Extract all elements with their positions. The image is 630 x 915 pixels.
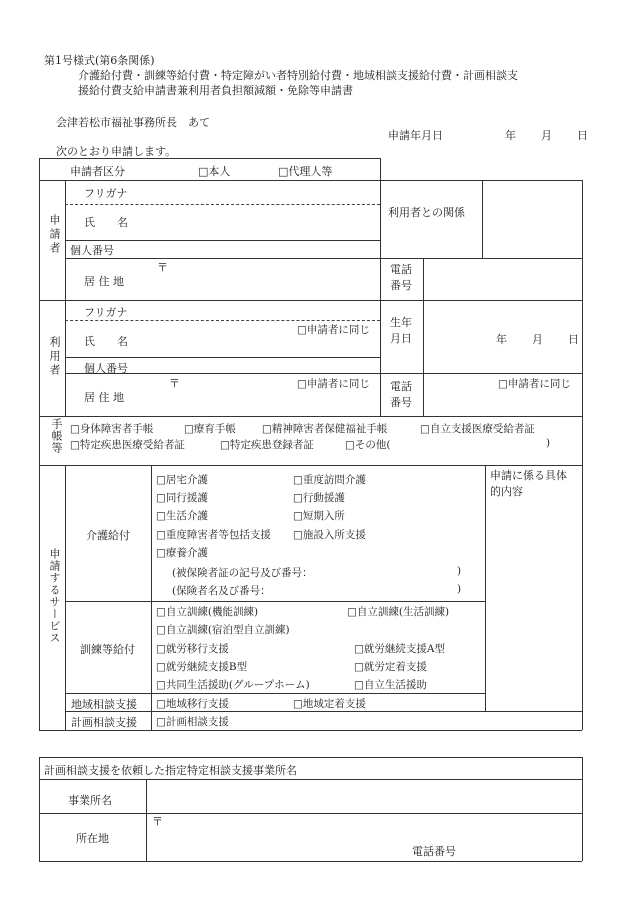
user-birth-label: 生年 月日	[390, 316, 412, 345]
office-phone-label: 電話番号	[412, 845, 456, 858]
care-insured-no-label: (被保険者証の記号及び番号：	[172, 567, 313, 579]
handbook-mental-checkbox[interactable]: □精神障害者保健福祉手帳	[262, 423, 388, 435]
care-behavior-checkbox[interactable]: □行動援護	[293, 492, 345, 504]
training-employment-transition-checkbox[interactable]: □就労移行支援	[156, 643, 229, 655]
handbook-other-checkbox[interactable]: □その他(	[345, 439, 391, 451]
applicant-section-label: 申請者	[48, 214, 61, 256]
care-comprehensive-checkbox[interactable]: □重度障害者等包括支援	[156, 529, 271, 541]
training-group-home-checkbox[interactable]: □共同生活援助(グループホーム)	[156, 679, 310, 691]
addressee: 会津若松市福祉事務所長 あて	[56, 116, 210, 129]
services-concrete-label: 申請に係る具体 的内容	[490, 469, 567, 498]
training-retention-checkbox[interactable]: □就労定着支援	[354, 661, 427, 673]
care-severe-visit-checkbox[interactable]: □重度訪問介護	[293, 474, 366, 486]
applicant-type-self-checkbox[interactable]: □本人	[198, 165, 231, 178]
user-section-label: 利用者	[48, 336, 61, 378]
office-location-label: 所在地	[76, 832, 109, 845]
applicant-name-label: 氏 名	[84, 216, 128, 229]
care-home-checkbox[interactable]: □居宅介護	[156, 474, 208, 486]
care-medical-checkbox[interactable]: □療養介護	[156, 547, 208, 559]
care-insurer-close: )	[457, 583, 462, 595]
care-benefit-label: 介護給付	[86, 529, 130, 542]
user-address-label: 居 住 地	[84, 391, 124, 404]
applicant-postal-mark: 〒	[157, 261, 168, 274]
user-name-label: 氏 名	[84, 335, 128, 348]
handbook-disease-registered-checkbox[interactable]: □特定疾患登録者証	[220, 439, 314, 451]
services-section-label: 申請するサービス	[48, 548, 61, 644]
handbook-medical-checkbox[interactable]: □自立支援医療受給者証	[420, 423, 535, 435]
applicant-furigana-label: フリガナ	[84, 187, 128, 200]
form-title-line2: 援給付費支給申請書兼利用者負担額減額・免除等申請書	[78, 84, 353, 97]
form-number: 第1号様式(第6条関係)	[44, 54, 155, 67]
date-label: 申請年月日	[388, 129, 443, 142]
applicant-type-label: 申請者区分	[70, 165, 125, 178]
applicant-phone-label: 電話 番号	[390, 263, 412, 292]
date-month: 月	[541, 129, 552, 142]
user-phone-label: 電話 番号	[390, 380, 412, 409]
applicant-relation-label: 利用者との関係	[388, 206, 465, 219]
user-phone-same-checkbox[interactable]: □申請者に同じ	[498, 378, 571, 390]
handbook-other-close: )	[546, 437, 551, 449]
training-lodging-checkbox[interactable]: □自立訓練(宿泊型自立訓練)	[156, 624, 290, 636]
care-accompany-checkbox[interactable]: □同行援護	[156, 492, 208, 504]
plan-support-checkbox[interactable]: □計画相談支援	[156, 716, 229, 728]
training-benefit-label: 訓練等給付	[80, 643, 135, 656]
intro-text: 次のとおり申請します。	[56, 145, 177, 158]
care-facility-checkbox[interactable]: □施設入所支援	[293, 529, 366, 541]
applicant-type-agent-checkbox[interactable]: □代理人等	[278, 165, 333, 178]
date-day: 日	[577, 129, 588, 142]
care-short-stay-checkbox[interactable]: □短期入所	[293, 510, 345, 522]
birth-month: 月	[532, 333, 543, 346]
birth-day: 日	[568, 333, 579, 346]
applicant-address-label: 居 住 地	[84, 275, 124, 288]
office-name-label: 事業所名	[68, 794, 112, 807]
user-address-same-checkbox[interactable]: □申請者に同じ	[297, 378, 370, 390]
form-title-line1: 介護給付費・訓練等給付費・特定障がい者特別給付費・地域相談支援給付費・計画相談支	[78, 69, 518, 82]
user-furigana-label: フリガナ	[84, 306, 128, 319]
user-postal-mark: 〒	[169, 377, 180, 390]
plan-office-title: 計画相談支援を依頼した指定特定相談支援事業所名	[44, 764, 297, 777]
handbook-physical-checkbox[interactable]: □身体障害者手帳	[70, 423, 154, 435]
training-continuous-a-checkbox[interactable]: □就労継続支援A型	[354, 643, 446, 655]
training-continuous-b-checkbox[interactable]: □就労継続支援B型	[156, 661, 248, 673]
user-name-same-checkbox[interactable]: □申請者に同じ	[297, 324, 370, 336]
date-year: 年	[505, 129, 516, 142]
birth-year: 年	[496, 333, 507, 346]
community-support-label: 地域相談支援	[71, 698, 137, 711]
training-life-checkbox[interactable]: □自立訓練(生活訓練)	[347, 606, 450, 618]
community-transition-checkbox[interactable]: □地域移行支援	[156, 698, 229, 710]
care-insured-no-close: )	[457, 565, 462, 577]
plan-support-label: 計画相談支援	[71, 716, 137, 729]
care-life-checkbox[interactable]: □生活介護	[156, 510, 208, 522]
handbook-section-label: 手帳等	[50, 418, 63, 454]
office-postal-mark: 〒	[152, 815, 163, 828]
training-independent-checkbox[interactable]: □自立生活援助	[354, 679, 427, 691]
applicant-personal-no-label: 個人番号	[70, 244, 114, 257]
community-settle-checkbox[interactable]: □地域定着支援	[293, 698, 366, 710]
care-insurer-label: (保険者名及び番号：	[172, 585, 271, 597]
training-function-checkbox[interactable]: □自立訓練(機能訓練)	[156, 606, 259, 618]
user-personal-no-label: 個人番号	[84, 362, 128, 375]
handbook-disease-medical-checkbox[interactable]: □特定疾患医療受給者証	[70, 439, 185, 451]
handbook-ryoiku-checkbox[interactable]: □療育手帳	[184, 423, 236, 435]
